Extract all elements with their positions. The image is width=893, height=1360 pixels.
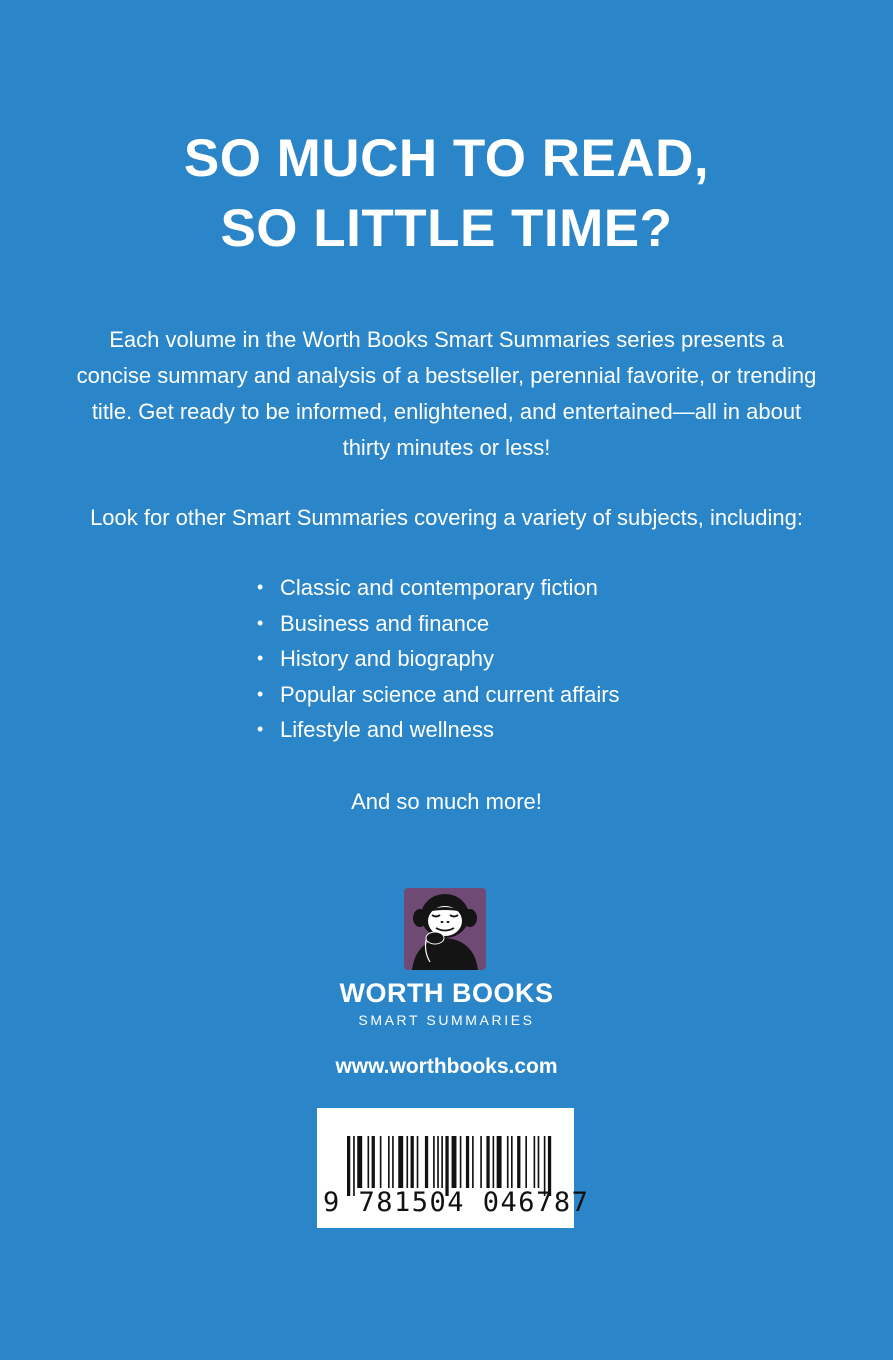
list-item xyxy=(256,606,776,642)
subject-label: Lifestyle and wellness xyxy=(280,717,495,742)
list-item xyxy=(256,712,776,748)
barcode-bar xyxy=(417,1136,419,1188)
barcode-bar xyxy=(497,1136,502,1188)
barcode-bar xyxy=(398,1136,403,1188)
and-more-text: And so much more! xyxy=(351,789,542,814)
subject-label: Classic and contemporary fiction xyxy=(280,575,598,600)
barcode-bar xyxy=(466,1136,469,1188)
isbn-barcode xyxy=(317,1108,590,1228)
barcode-bar xyxy=(437,1136,439,1188)
bullet-icon: • xyxy=(257,612,264,633)
headline xyxy=(0,124,893,264)
look-for-text: Look for other Smart Summaries covering a variety of subjects, including: xyxy=(90,505,803,530)
intro-line-2: concise summary and analysis of a bestseller, perennial favorite, or trending xyxy=(76,363,817,388)
barcode-bar xyxy=(380,1136,382,1188)
barcode-bar xyxy=(534,1136,536,1188)
barcode-bar xyxy=(357,1136,362,1188)
list-item xyxy=(256,570,776,606)
barcode-bar xyxy=(425,1136,428,1188)
bullet-icon: • xyxy=(257,683,264,704)
barcode-bar xyxy=(525,1136,527,1188)
list-item xyxy=(256,641,776,677)
brand-tagline: SMART SUMMARIES xyxy=(358,1012,535,1028)
brand-name: WORTH BOOKS xyxy=(339,978,554,1008)
bullet-icon: • xyxy=(257,719,264,739)
barcode-bar xyxy=(372,1136,375,1188)
barcode-bar xyxy=(433,1136,435,1188)
website-link[interactable]: www.worthbooks.com xyxy=(335,1055,558,1078)
subject-label: Business and finance xyxy=(280,610,490,636)
barcode-bar xyxy=(452,1136,457,1188)
barcode-bar xyxy=(392,1136,394,1188)
barcode-bar xyxy=(486,1136,489,1188)
barcode-bar xyxy=(388,1136,390,1188)
barcode-bar xyxy=(406,1136,408,1188)
bullet-icon: • xyxy=(257,648,264,668)
intro-line-1: Each volume in the Worth Books Smart Summaries series presents a xyxy=(109,327,784,352)
subject-label: History and biography xyxy=(280,646,495,671)
headline-line-2: SO LITTLE TIME? xyxy=(220,199,673,258)
subject-label: Popular science and current affairs xyxy=(280,681,620,707)
intro-line-4: thirty minutes or less! xyxy=(342,435,551,460)
barcode-bar xyxy=(472,1136,474,1188)
barcode-bar xyxy=(507,1136,509,1188)
barcode-bar xyxy=(460,1136,462,1188)
bullet-icon: • xyxy=(257,577,264,597)
barcode-bar xyxy=(511,1136,513,1188)
intro-line-3: title. Get ready to be informed, enlightened, and entertained—all in about xyxy=(91,399,802,424)
barcode-bar xyxy=(441,1136,443,1188)
list-item xyxy=(256,677,776,713)
isbn-number: 9 781504 046787 xyxy=(323,1187,590,1218)
barcode-bar xyxy=(368,1136,370,1188)
subject-list xyxy=(256,570,776,748)
barcode-bar xyxy=(517,1136,520,1188)
chimpanzee-thinking-icon xyxy=(404,888,486,970)
headline-line-1: SO MUCH TO READ, xyxy=(183,129,710,188)
barcode-bar xyxy=(480,1136,482,1188)
barcode-bar xyxy=(411,1136,414,1188)
barcode-bar xyxy=(493,1136,495,1188)
barcode-bar xyxy=(538,1136,540,1188)
intro-paragraph xyxy=(40,322,853,466)
